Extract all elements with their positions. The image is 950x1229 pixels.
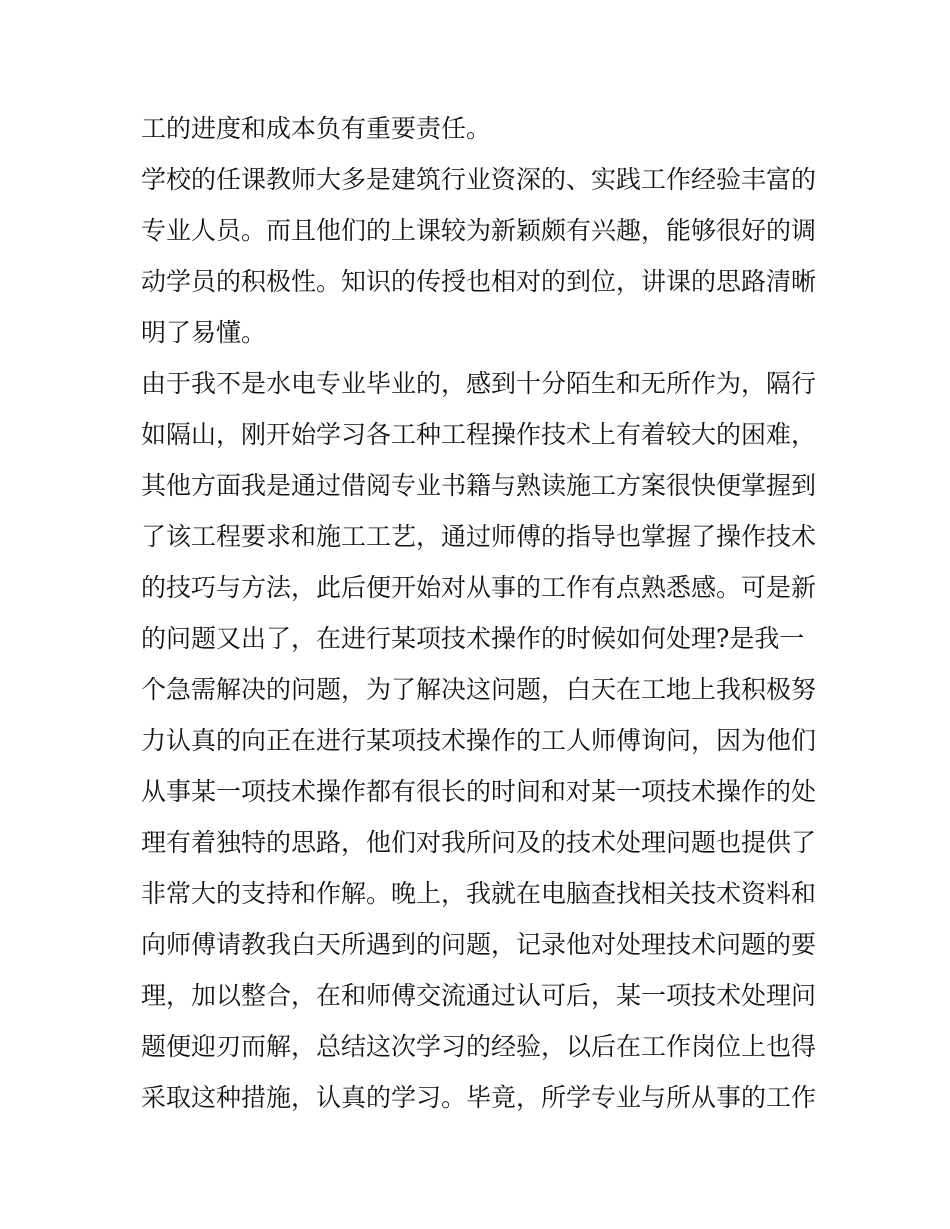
text-line: 非常大的支持和作解。晚上，我就在电脑查找相关技术资料和 xyxy=(141,879,817,908)
text-line: 力认真的向正在进行某项技术操作的工人师傅询问，因为他们 xyxy=(141,726,817,755)
text-line: 个急需解决的问题，为了解决这问题，白天在工地上我积极努 xyxy=(141,675,817,704)
text-line: 理，加以整合，在和师傅交流通过认可后，某一项技术处理问 xyxy=(141,981,817,1010)
text-line: 专业人员。而且他们的上课较为新颖颇有兴趣，能够很好的调 xyxy=(141,216,817,245)
text-line: 从事某一项技术操作都有很长的时间和对某一项技术操作的处 xyxy=(141,777,817,806)
text-line: 由于我不是水电专业毕业的，感到十分陌生和无所作为，隔行 xyxy=(141,369,817,398)
text-line: 了该工程要求和施工工艺，通过师傅的指导也掌握了操作技术 xyxy=(141,522,817,551)
text-line: 动学员的积极性。知识的传授也相对的到位，讲课的思路清晰 xyxy=(141,267,817,296)
text-line: 理有着独特的思路，他们对我所问及的技术处理问题也提供了 xyxy=(141,828,817,857)
text-line: 的问题又出了，在进行某项技术操作的时候如何处理?是我一 xyxy=(141,624,805,653)
text-line: 工的进度和成本负有重要责任。 xyxy=(141,114,492,143)
text-line: 明了易懂。 xyxy=(141,318,267,347)
text-line: 向师傅请教我白天所遇到的问题，记录他对处理技术问题的要 xyxy=(141,930,817,959)
text-line: 题便迎刃而解，总结这次学习的经验，以后在工作岗位上也得 xyxy=(141,1032,817,1061)
text-line: 采取这种措施，认真的学习。毕竟，所学专业与所从事的工作 xyxy=(141,1083,817,1112)
text-line: 的技巧与方法，此后便开始对从事的工作有点熟悉感。可是新 xyxy=(141,573,817,602)
text-line: 其他方面我是通过借阅专业书籍与熟读施工方案很快便掌握到 xyxy=(141,471,817,500)
text-line: 如隔山，刚开始学习各工种工程操作技术上有着较大的困难， xyxy=(141,420,817,449)
text-line: 学校的任课教师大多是建筑行业资深的、实践工作经验丰富的 xyxy=(141,165,817,194)
